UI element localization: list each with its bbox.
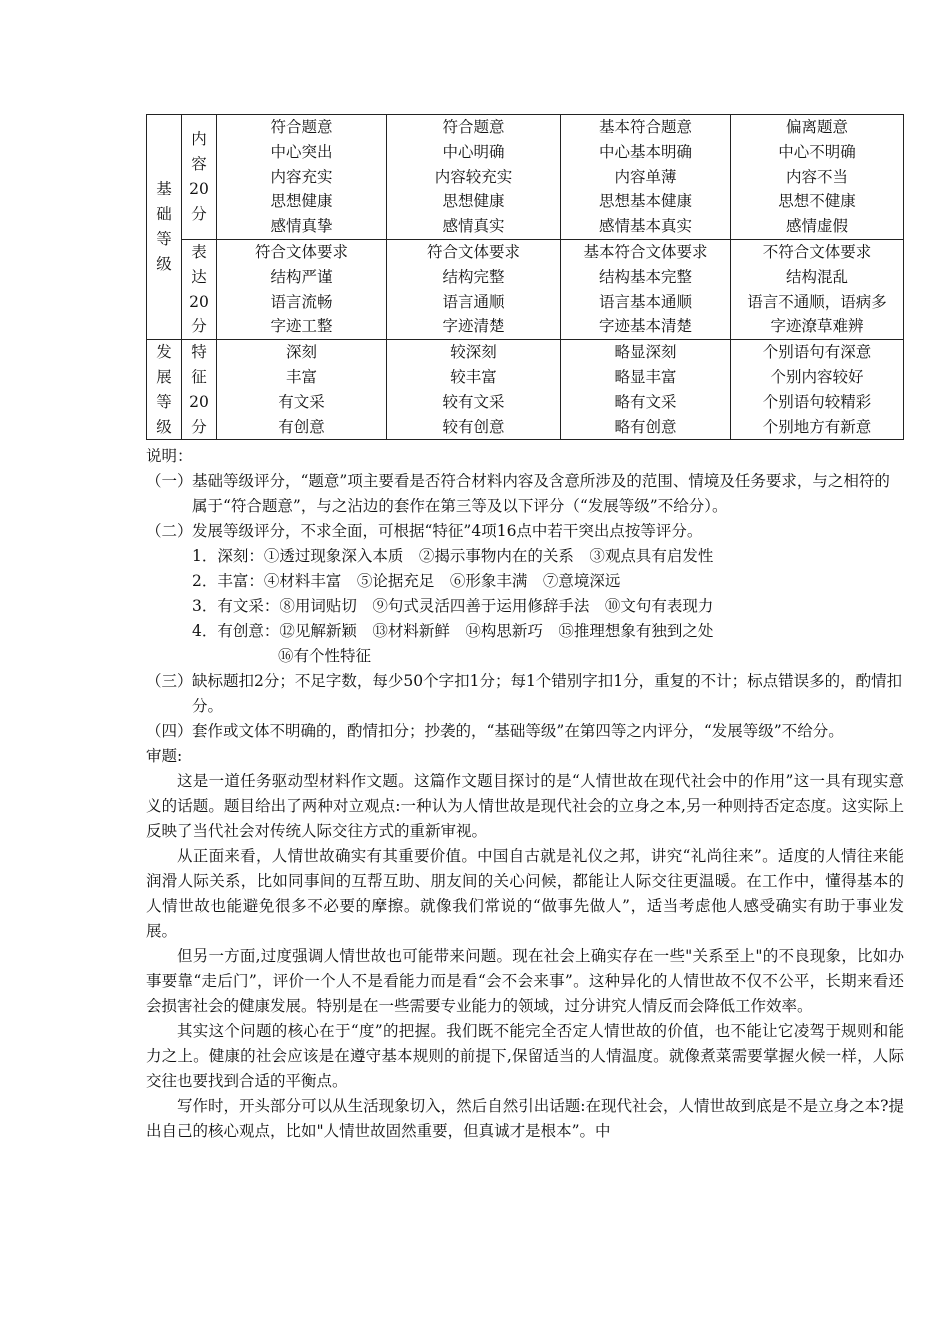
rubric-cell-line: 个别地方有新意 (762, 417, 872, 436)
note-number: （四） (146, 722, 193, 741)
vertical-label-char: 级 (156, 417, 172, 436)
rubric-cell-line: 符合题意 (270, 118, 333, 136)
vertical-label-char: 展 (156, 367, 172, 386)
rubric-cell-line: 内容充实 (270, 167, 333, 186)
rubric-cell-line: 内容较充实 (434, 167, 513, 186)
rubric-cell-line: 字迹基本清楚 (598, 317, 692, 336)
rubric-row-content (147, 115, 904, 240)
rubric-cell (561, 115, 731, 240)
vertical-label-char: 础 (156, 205, 172, 224)
rubric-cell-line: 语言基本通顺 (598, 292, 692, 311)
document-page (146, 114, 904, 1144)
rubric-cell (731, 115, 904, 240)
rubric-cell (387, 239, 561, 339)
rubric-cell-line: 思想健康 (442, 192, 505, 211)
rubric-cell-line: 结构混乱 (785, 267, 848, 286)
vertical-label-char: 发 (156, 343, 172, 362)
rubric-cell-line: 偏离题意 (785, 118, 848, 136)
rubric-cell-line: 略显丰富 (614, 367, 677, 386)
vertical-label-char: 分 (191, 317, 207, 336)
vertical-label-char: 达 (191, 267, 207, 286)
rubric-cell (387, 115, 561, 240)
rubric-row-feature (147, 340, 904, 440)
vertical-label-char: 等 (156, 392, 172, 411)
rubric-cell-line: 个别语句较精彩 (762, 392, 872, 411)
rubric-cell-line: 中心不明确 (778, 142, 856, 161)
rubric-cell (731, 340, 904, 440)
rubric-cell-line: 不符合文体要求 (762, 242, 872, 261)
category-label-cell (182, 239, 217, 339)
rubric-cell-line: 略显深刻 (614, 343, 677, 362)
rubric-cell (561, 340, 731, 440)
rubric-cell-line: 内容单薄 (614, 167, 677, 186)
rubric-cell (217, 115, 387, 240)
vertical-label-char: 内 (191, 130, 207, 149)
scoring-rubric-table (146, 114, 904, 440)
rubric-cell-line: 有创意 (278, 417, 325, 436)
sub-item-richness: 2．丰富：④材料丰富 ⑤论据充足 ⑥形象丰满 ⑦意境深远 (192, 572, 621, 591)
analysis-paragraph: 但另一方面,过度强调人情世故也可能带来问题。现在社会上确实存在一些"关系至上"的不良现象，比如办事要靠“走后门”，评价一个人不是看能力而是看“会不会来事”。这种异化的人情世故不仅不公平，长期来看还会损害社会的健康发展。特别是在一些需要专业能力的领域，过分讲究人情反而会降低工作效率。 (146, 947, 904, 1016)
vertical-label-char: 分 (191, 417, 207, 436)
rubric-cell-line: 思想基本健康 (598, 192, 692, 211)
rubric-cell-line: 字迹潦草难辨 (770, 317, 864, 336)
rubric-cell-line: 中心基本明确 (598, 142, 692, 161)
rubric-cell-line: 个别语句有深意 (762, 343, 872, 362)
vertical-label-char: 20 (189, 292, 209, 311)
rubric-cell-line: 较有创意 (442, 417, 505, 436)
rubric-cell (731, 239, 904, 339)
rubric-cell-line: 符合题意 (442, 118, 505, 136)
vertical-label-char: 级 (156, 254, 172, 273)
rubric-cell-line: 语言不通顺，语病多 (747, 292, 887, 311)
rubric-cell-line: 内容不当 (785, 167, 848, 186)
rubric-cell (561, 239, 731, 339)
rubric-cell-line: 思想不健康 (778, 192, 856, 211)
note-text: 基础等级评分，“题意”项主要看是否符合材料内容及含意所涉及的范围、情境及任务要求，与之相符的属于“符合题意”，与之沾边的套作在第三等及以下评分（“发展等级”不给分）。 (192, 472, 890, 516)
note-text: 套作或文体不明确的，酌情扣分；抄袭的，“基础等级”在第四等之内评分，“发展等级”不给分。 (192, 722, 844, 741)
vertical-label-char: 表 (191, 242, 207, 261)
rubric-cell-line: 个别内容较好 (770, 367, 864, 386)
rubric-cell-line: 字迹清楚 (442, 317, 505, 336)
rubric-cell-line: 略有创意 (614, 417, 677, 436)
rubric-cell-line: 结构基本完整 (598, 267, 692, 286)
note-text: 缺标题扣2分；不足字数，每少50个字扣1分；每1个错别字扣1分，重复的不计；标点错误多的，酌情扣分。 (192, 672, 903, 716)
analysis-paragraph: 写作时，开头部分可以从生活现象切入，然后自然引出话题:在现代社会，人情世故到底是不是立身之本?提出自己的核心观点，比如"人情世故固然重要，但真诚才是根本”。中 (146, 1097, 904, 1141)
rubric-cell-line: 较深刻 (450, 343, 497, 362)
vertical-label-char: 20 (189, 179, 209, 198)
rubric-cell-line: 感情真挚 (270, 217, 333, 236)
note-item-1 (146, 469, 904, 519)
notes-section (146, 444, 904, 1144)
rubric-cell (217, 239, 387, 339)
sub-item-depth: 1．深刻：①透过现象深入本质 ②揭示事物内在的关系 ③观点具有启发性 (192, 547, 714, 566)
category-label-cell (182, 340, 217, 440)
notes-heading: 说明： (146, 447, 193, 466)
vertical-label-char: 等 (156, 230, 172, 249)
rubric-cell (217, 340, 387, 440)
rubric-cell-line: 符合文体要求 (254, 242, 348, 261)
note-number: （三） (146, 672, 193, 691)
analysis-heading: 审题: (146, 747, 183, 766)
rubric-cell-line: 感情基本真实 (598, 217, 692, 236)
rubric-cell-line: 感情真实 (442, 217, 505, 236)
rubric-cell-line: 结构严谨 (270, 267, 333, 286)
rubric-cell-line: 结构完整 (442, 267, 505, 286)
rubric-cell-line: 深刻 (285, 343, 317, 362)
note-item-3 (146, 669, 904, 719)
sub-item-literary: 3．有文采：⑧用词贴切 ⑨句式灵活四善于运用修辞手法 ⑩文句有表现力 (192, 597, 714, 616)
note-text: 发展等级评分，不求全面，可根据“特征”4项16点中若干突出点按等评分。 (192, 522, 703, 541)
rubric-cell-line: 有文采 (278, 392, 325, 411)
rubric-cell-line: 略有文采 (614, 392, 677, 411)
analysis-paragraph: 从正面来看，人情世故确实有其重要价值。中国自古就是礼仪之邦，讲究“礼尚往来”。适度的人情往来能润滑人际关系，比如同事间的互帮互助、朋友间的关心问候，都能让人际交往更温暖。在工作中，懂得基本的人情世故也能避免很多不必要的摩擦。就像我们常说的“做事先做人”，适当考虑他人感受确实有助于事业发展。 (146, 847, 904, 941)
note-item-2 (146, 519, 904, 544)
rubric-cell-line: 基本符合文体要求 (583, 242, 708, 261)
vertical-label-char: 基 (156, 180, 172, 199)
rubric-cell-line: 语言通顺 (442, 292, 505, 311)
vertical-label-char: 分 (191, 204, 207, 223)
vertical-label-char: 容 (191, 155, 207, 174)
rubric-cell-line: 丰富 (285, 367, 317, 386)
rubric-cell-line: 字迹工整 (270, 317, 333, 336)
rubric-cell-line: 语言流畅 (270, 292, 333, 311)
group-label-cell (147, 115, 182, 340)
rubric-cell-line: 基本符合题意 (598, 118, 692, 136)
rubric-cell-line: 较丰富 (450, 367, 497, 386)
note-item-4 (146, 719, 904, 744)
rubric-cell-line: 中心突出 (270, 142, 333, 161)
rubric-cell-line: 较有文采 (442, 392, 505, 411)
analysis-paragraph: 这是一道任务驱动型材料作文题。这篇作文题目探讨的是“人情世故在现代社会中的作用”这一具有现实意义的话题。题目给出了两种对立观点:一种认为人情世故是现代社会的立身之本,另一种则持否定态度。这实际上反映了当代社会对传统人际交往方式的重新审视。 (146, 772, 904, 841)
sub-item-creativity: 4．有创意：⑫见解新颖 ⑬材料新鲜 ⑭构思新巧 ⑮推理想象有独到之处 (192, 622, 714, 641)
rubric-cell-line: 符合文体要求 (426, 242, 520, 261)
vertical-label-char: 20 (189, 392, 209, 411)
rubric-cell (387, 340, 561, 440)
rubric-cell-line: 思想健康 (270, 192, 333, 211)
rubric-row-expression (147, 239, 904, 339)
note-number: （二） (146, 522, 193, 541)
rubric-cell-line: 感情虚假 (785, 217, 848, 236)
analysis-paragraph: 其实这个问题的核心在于“度”的把握。我们既不能完全否定人情世故的价值，也不能让它凌驾于规则和能力之上。健康的社会应该是在遵守基本规则的前提下,保留适当的人情温度。就像煮菜需要掌握火候一样，人际交往也要找到合适的平衡点。 (146, 1022, 904, 1091)
rubric-cell-line: 中心明确 (442, 142, 505, 161)
vertical-label-char: 特 (191, 343, 207, 362)
vertical-label-char: 征 (191, 367, 207, 386)
note-number: （一） (146, 472, 193, 491)
category-label-cell (182, 115, 217, 240)
group-label-cell (147, 340, 182, 440)
sub-item-creativity-cont: ⑯有个性特征 (278, 647, 372, 666)
